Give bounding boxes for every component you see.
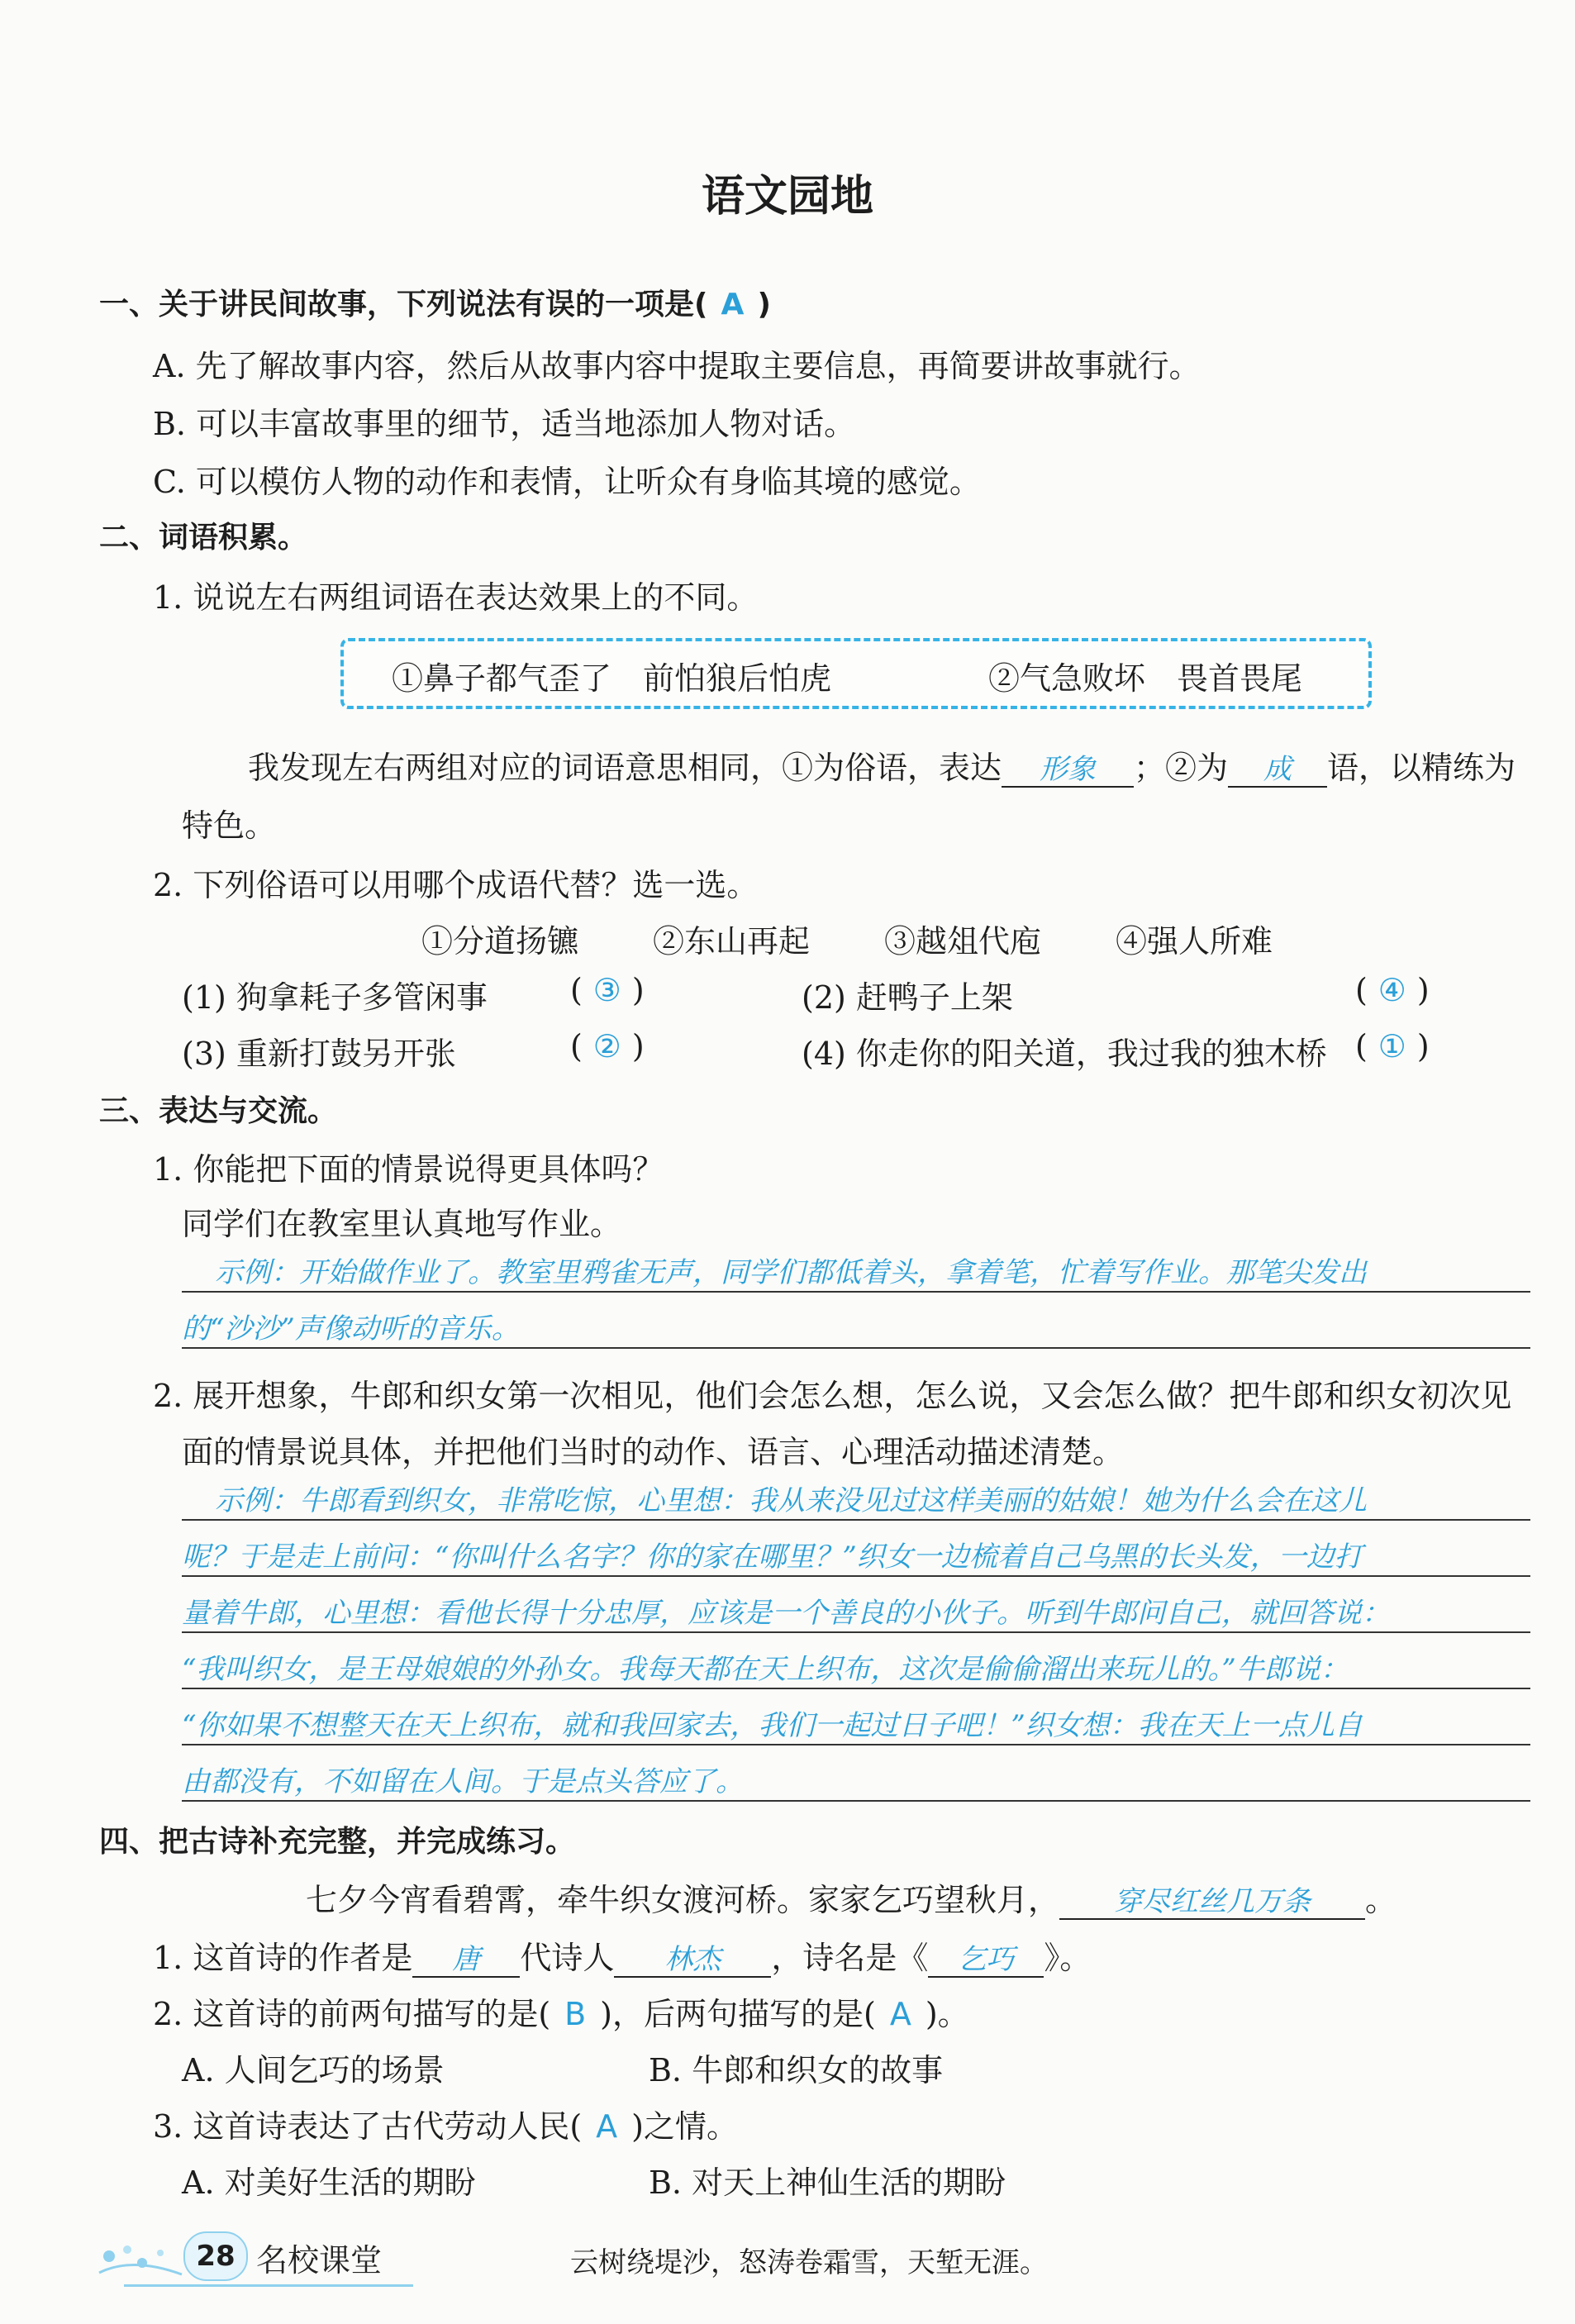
fill-a: 我发现左右两组对应的词语意思相同，①为俗语，表达 [248,750,1002,786]
section-1-heading [99,281,771,323]
footer-flourish-icon [91,2223,190,2289]
section-4-heading: 四、把古诗补充完整，并完成练习。 [99,1825,576,1859]
s3-answer2-line3: 量着牛郎，心里想：看他长得十分忠厚，应该是一个善良的小伙子。听到牛郎问自己，就回答说： [182,1597,1390,1630]
q2-text-c: )。 [925,1996,969,2032]
answer-rule [182,1744,1530,1745]
item-4-answer: ① [1378,1028,1406,1064]
q3-answer: A [596,2108,618,2145]
s2-q1: 1. 说说左右两组词语在表达效果上的不同。 [153,579,759,616]
answer-rule [182,1519,1530,1521]
poem-end: 。 [1365,1882,1397,1918]
footer-quote: 云树绕堤沙，怒涛卷霜雪，天堑无涯。 [570,2246,1048,2279]
s1-option-c: C. 可以模仿人物的动作和表情，让听众有身临其境的感觉。 [153,464,981,500]
q3-option-a: A. 对美好生活的期盼 [182,2164,476,2201]
answer-title: 乞巧 [958,1943,1015,1976]
s3-answer1-line2: 的“沙沙”声像动听的音乐。 [182,1312,520,1345]
answer-rule [182,1291,1530,1293]
item-3-answer: ② [592,1028,621,1064]
answer-rule [182,1688,1530,1689]
s3-answer2-line4: “我叫织女，是王母娘娘的外孙女。我每天都在天上织布，这次是偷偷溜出来玩儿的。”牛郎说： [182,1653,1349,1686]
brand-name: 名校课堂 [256,2242,383,2279]
s3-q1: 1. 你能把下面的情景说得更具体吗？ [153,1151,664,1188]
item-2: (2) 赶鸭子上架 [802,979,1013,1016]
choice-3: ③越俎代庖 [884,923,1042,960]
s1-heading-text: 一、关于讲民间故事，下列说法有误的一项是( [99,288,708,321]
page-title: 语文园地 [701,171,873,221]
choice-2: ②东山再起 [653,923,811,960]
box-right-group: ②气急败坏 畏首畏尾 [988,660,1303,697]
item-4-paren: ( ① ) [1355,1028,1430,1064]
q1-text-b: 代诗人 [520,1940,615,1976]
item-1-answer: ③ [592,972,621,1008]
item-1: (1) 狗拿耗子多管闲事 [182,979,488,1016]
poem-text: 七夕今宵看碧霄，牵牛织女渡河桥。家家乞巧望秋月， [306,1882,1060,1918]
q3-text-a: 3. 这首诗表达了古代劳动人民( [153,2108,583,2145]
choice-1: ①分道扬镳 [421,923,579,960]
answer-dynasty: 唐 [452,1943,481,1976]
s3-scene: 同学们在教室里认真地写作业。 [182,1206,622,1242]
poem-answer: 穿尽红丝几万条 [1114,1885,1311,1918]
s1-option-b: B. 可以丰富故事里的细节，适当地添加人物对话。 [153,406,856,442]
q1-text-c: ，诗名是《 [771,1940,929,1976]
s2-q2: 2. 下列俗语可以用哪个成语代替？选一选。 [153,867,759,903]
item-3-paren: ( ② ) [570,1028,645,1064]
answer-cheng: 成 [1263,753,1292,786]
q2-option-b: B. 牛郎和织女的故事 [649,2052,944,2088]
s3-q2-line2: 面的情景说具体，并把他们当时的动作、语言、心理活动描述清楚。 [182,1434,1125,1470]
q2-option-a: A. 人间乞巧的场景 [182,2052,445,2088]
s4-q1 [153,1932,1091,1978]
section-2-heading: 二、词语积累。 [99,521,308,555]
q3-option-b: B. 对天上神仙生活的期盼 [649,2164,1006,2201]
q2-text-a: 2. 这首诗的前两句描写的是( [153,1996,551,2032]
s3-answer1-line1: 示例：开始做作业了。教室里鸦雀无声，同学们都低着头，拿着笔，忙着写作业。那笔尖发出 [215,1256,1367,1289]
s3-q2-line1: 2. 展开想象，牛郎和织女第一次相见，他们会怎么想，怎么说，又会怎么做？把牛郎和织女初次见 [153,1378,1512,1414]
answer-xingxiang: 形象 [1040,753,1097,786]
answer-rule [182,1800,1530,1802]
footer-underline [124,2284,413,2287]
s4-q2 [153,1988,969,2034]
item-2-paren: ( ④ ) [1355,972,1430,1008]
q1-text-a: 1. 这首诗的作者是 [153,1940,413,1976]
q1-text-d: 》。 [1044,1940,1092,1976]
q2-answer-1: B [564,1996,587,2032]
s3-answer2-line5: “你如果不想整天在天上织布，就和我回家去，我们一起过日子吧！”织女想：我在天上一点儿自 [182,1709,1363,1742]
s1-answer: A [721,288,745,321]
fill-c: 语，以精练为 [1327,750,1516,786]
item-4: (4) 你走你的阳关道，我过我的独木桥 [802,1036,1327,1072]
q2-text-b: )，后两句描写的是( [600,1996,876,2032]
s4-q3 [153,2101,738,2146]
box-left-group: ①鼻子都气歪了 前怕狼后怕虎 [392,660,832,697]
answer-rule [182,1347,1530,1349]
s1-close: ) [757,288,771,321]
s3-answer2-line1: 示例：牛郎看到织女，非常吃惊，心里想：我从来没见过这样美丽的姑娘！她为什么会在这儿 [215,1484,1367,1517]
answer-author: 林杰 [664,1943,721,1976]
page-number: 28 [183,2231,248,2281]
s2-fill-end: 特色。 [182,807,277,844]
s3-answer2-line6: 由都没有，不如留在人间。于是点头答应了。 [182,1765,744,1798]
word-group-box [340,638,1372,709]
s3-answer2-line2: 呢？于是走上前问：“你叫什么名字？你的家在哪里？”织女一边梳着自己乌黑的长头发，一边打 [182,1541,1363,1574]
q3-text-b: )之情。 [631,2108,738,2145]
poem-line [306,1874,1397,1920]
s2-fill-line [248,742,1516,788]
answer-rule [182,1631,1530,1633]
section-3-heading: 三、表达与交流。 [99,1094,338,1128]
fill-b: ；②为 [1134,750,1229,786]
q2-answer-2: A [889,1996,911,2032]
item-1-paren: ( ③ ) [570,972,645,1008]
choice-4: ④强人所难 [1116,923,1273,960]
item-2-answer: ④ [1378,972,1406,1008]
answer-rule [182,1575,1530,1577]
s1-option-a: A. 先了解故事内容，然后从故事内容中提取主要信息，再简要讲故事就行。 [153,348,1201,384]
item-3: (3) 重新打鼓另开张 [182,1036,456,1072]
